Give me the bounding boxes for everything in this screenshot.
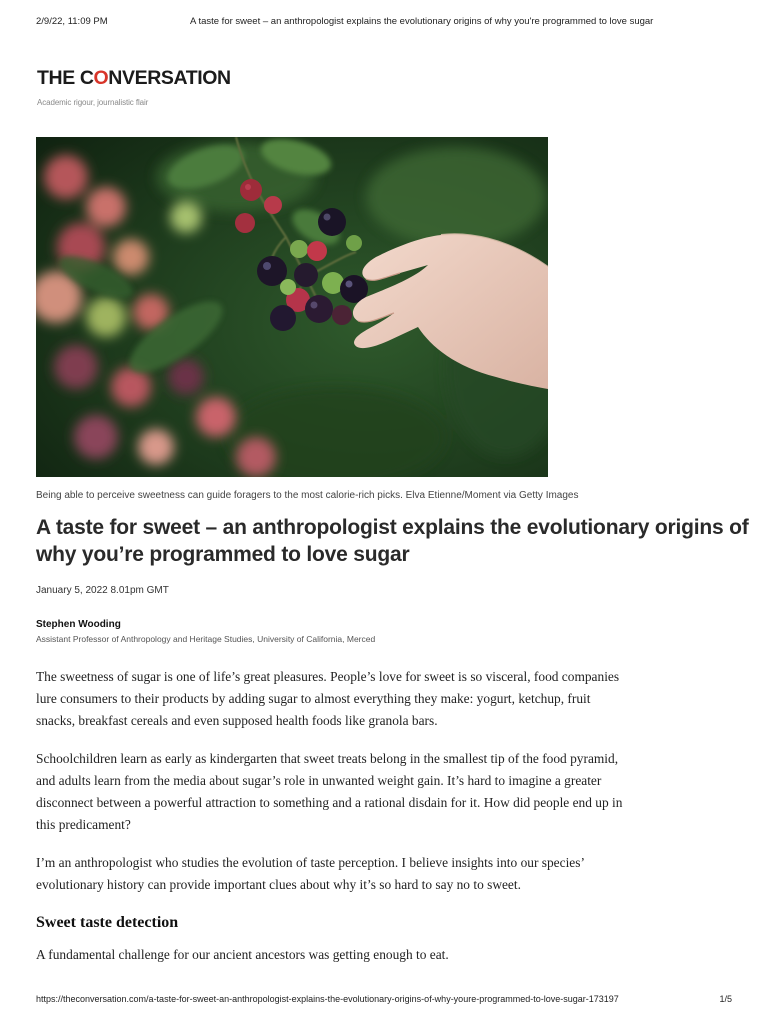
- print-header: [36, 16, 732, 30]
- publish-date: January 5, 2022 8.01pm GMT: [36, 585, 169, 596]
- print-footer: [36, 994, 732, 1004]
- print-document-title: A taste for sweet – an anthropologist explains the evolutionary origins of why you're programmed to love sugar: [190, 16, 654, 27]
- hero-image: [36, 137, 548, 477]
- article-body: [36, 666, 626, 982]
- logo-o-letter: O: [93, 67, 109, 89]
- logo-text-start: THE C: [37, 67, 94, 89]
- masthead: [37, 68, 231, 107]
- body-paragraph: The sweetness of sugar is one of life’s great pleasures. People’s love for sweet is so visceral, food companies lure consumers to their products by adding sugar to almost everything they make: yogurt, ketchup, fruit snacks, breakfast cereals and even supposed health foods like granola bars.: [36, 669, 620, 728]
- print-date: 2/9/22, 11:09 PM: [36, 16, 108, 27]
- author-block: [36, 619, 375, 644]
- blackberry-bush-photo: [36, 137, 548, 477]
- site-logo[interactable]: [37, 68, 231, 88]
- body-paragraph: Schoolchildren learn as early as kindergarten that sweet treats belong in the smallest tip of the food pyramid, and adults learn from the media about sugar’s role in unwanted weight gain. It’s hard to imagine a greater disconnect between a powerful attraction to something and a rational disdain for it. How did people end up in this predicament?: [36, 751, 623, 832]
- article-headline: A taste for sweet – an anthropologist explains the evolutionary origins of why you’re programmed to love sugar: [36, 516, 749, 566]
- hero-caption: Being able to perceive sweetness can guide foragers to the most calorie-rich picks. Elva Etienne/Moment via Getty Images: [36, 490, 579, 501]
- author-name[interactable]: Stephen Wooding: [36, 619, 121, 630]
- body-paragraph: I’m an anthropologist who studies the evolution of taste perception. I believe insights into our species’ evolutionary history can provide important clues about why it’s so hard to say no to sweet.: [36, 855, 584, 892]
- section-heading: Sweet taste detection: [36, 914, 179, 931]
- print-url: https://theconversation.com/a-taste-for-sweet-an-anthropologist-explains-the-evolutionary-origins-of-why-youre-programmed-to-love-sugar-173197: [36, 994, 619, 1004]
- body-paragraph: A fundamental challenge for our ancient ancestors was getting enough to eat.: [36, 947, 449, 962]
- page-number: 1/5: [719, 994, 732, 1004]
- site-tagline: Academic rigour, journalistic flair: [37, 98, 149, 107]
- author-role: Assistant Professor of Anthropology and Heritage Studies, University of California, Merced: [36, 634, 376, 644]
- logo-text-end: NVERSATION: [108, 67, 231, 89]
